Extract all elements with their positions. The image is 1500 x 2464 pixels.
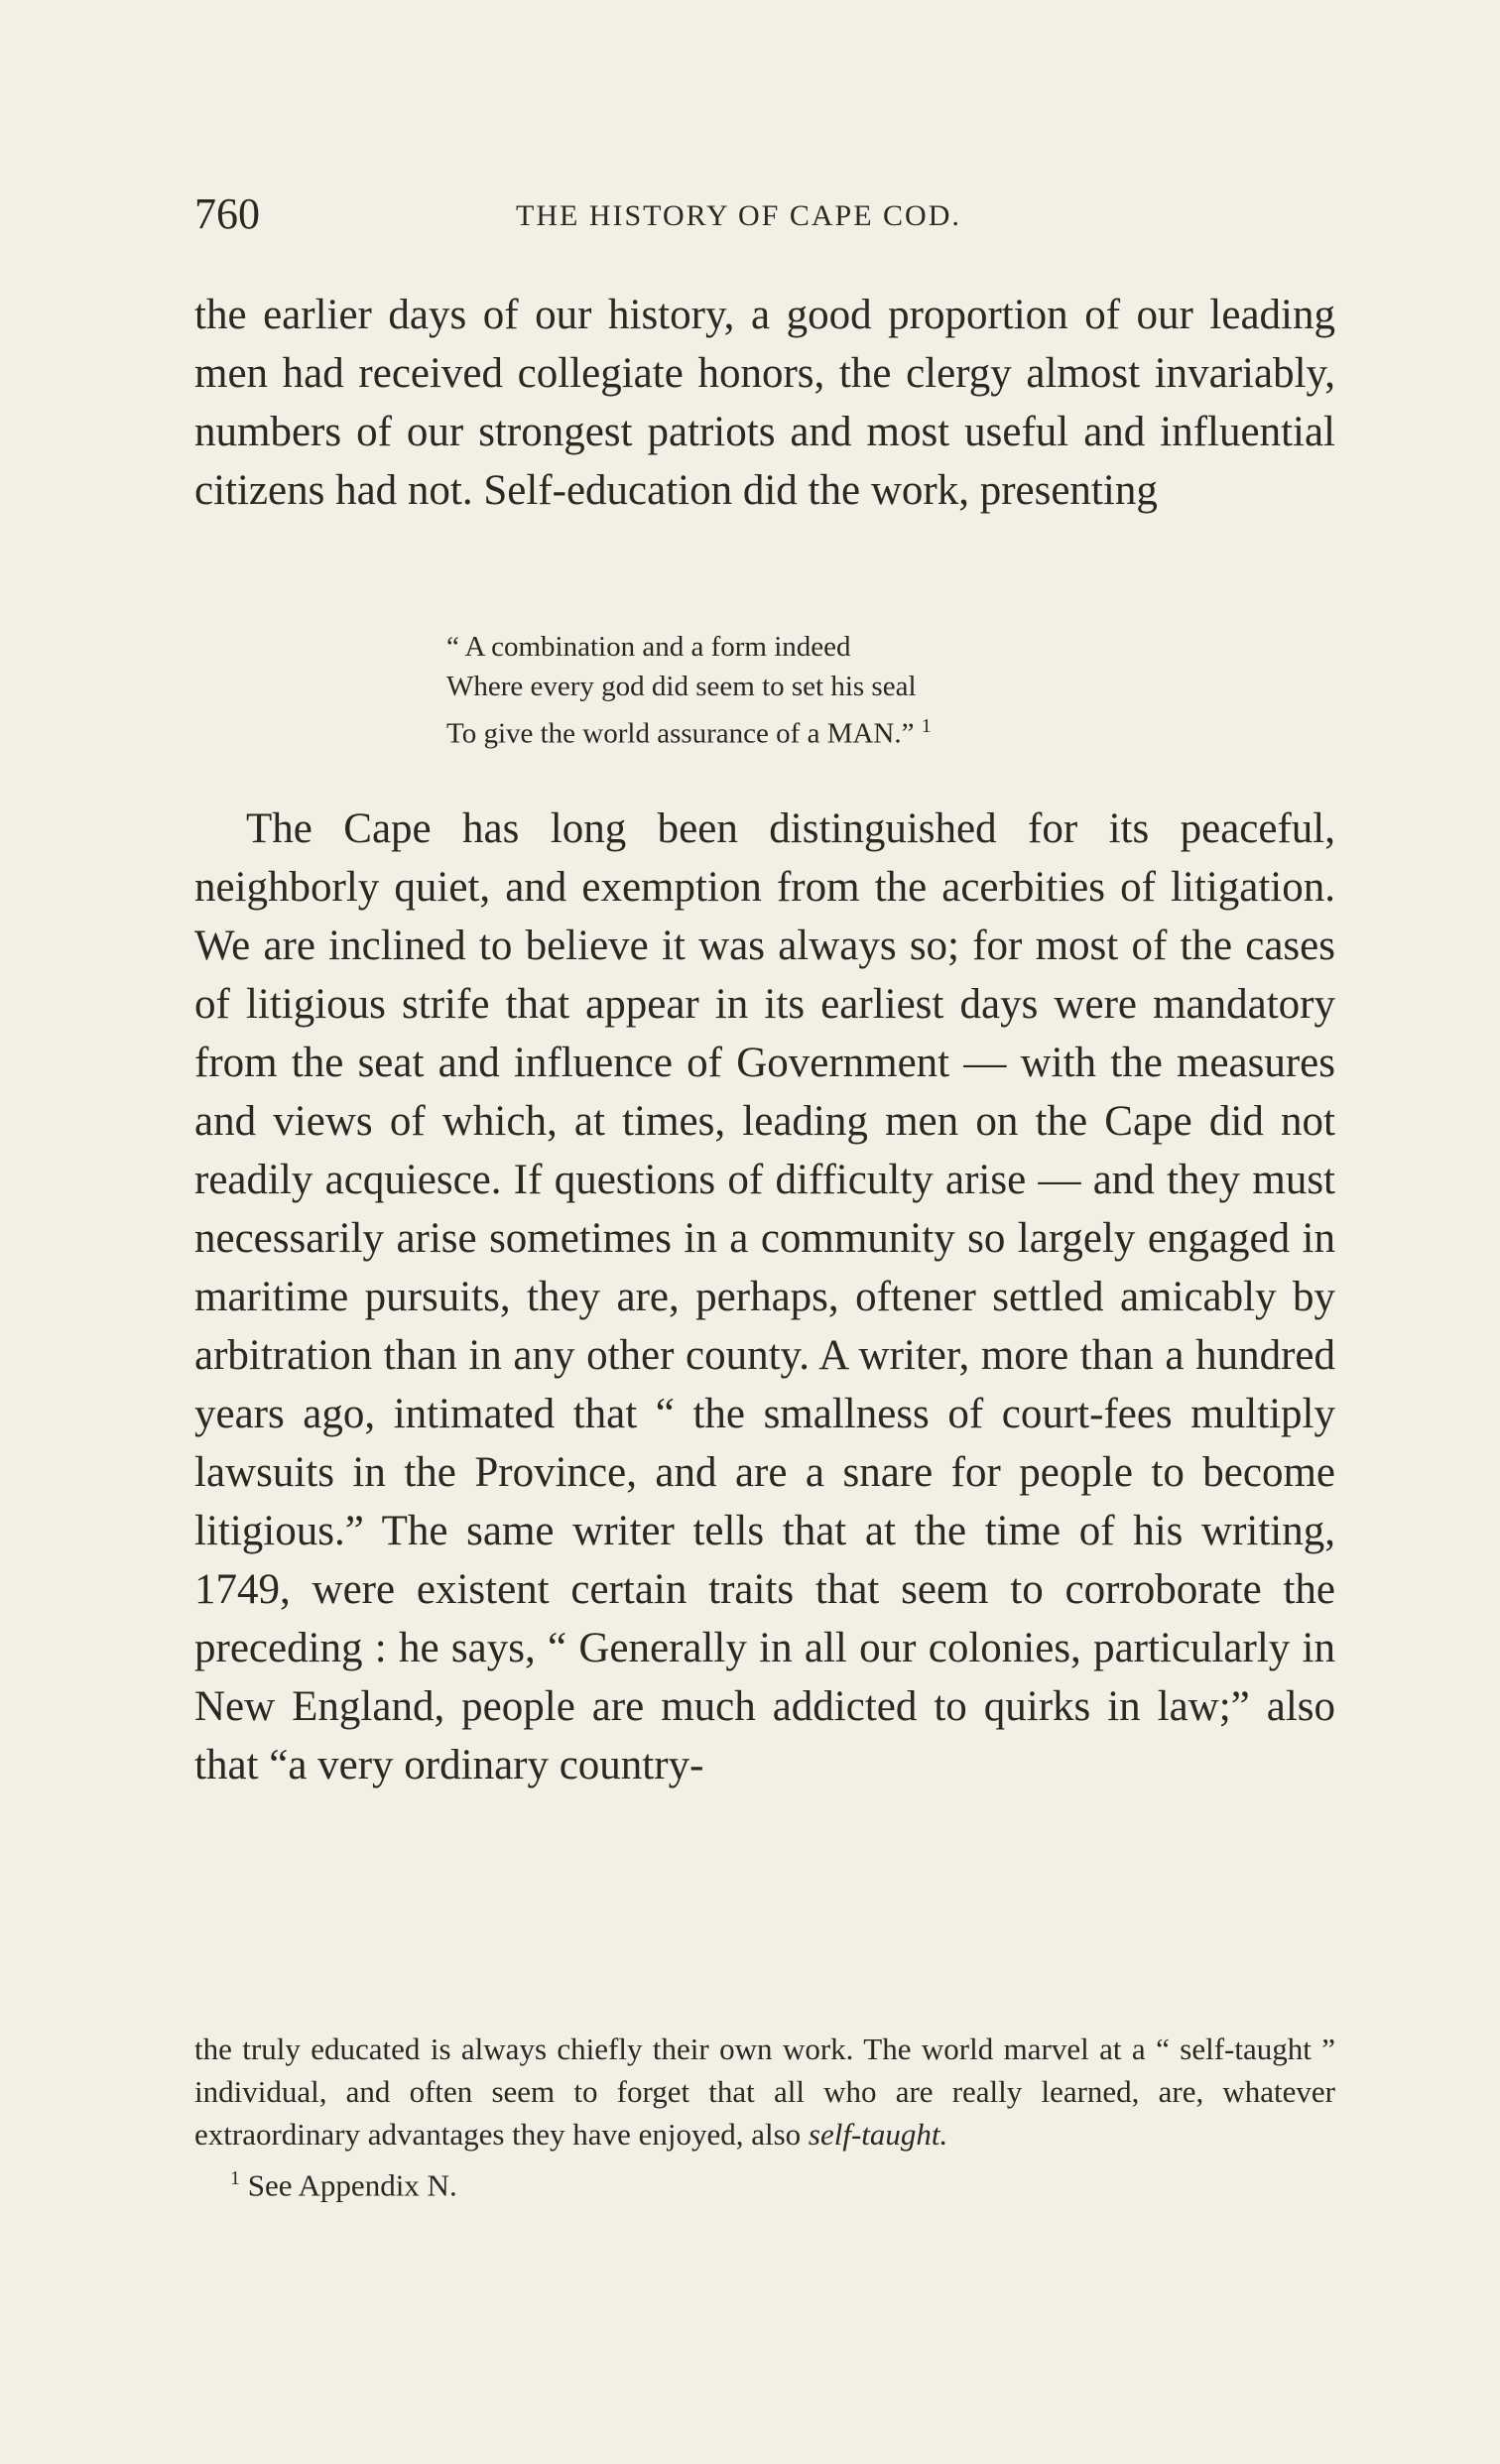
footnote-italic-text: self-taught. <box>808 2117 948 2152</box>
paragraph-text: the earlier days of our history, a good proportion of our leading men had received collegiate honors, the clergy almost invariably, numbers of our strongest patriots and most useful and influential citizens had not. Self-education did the work, presenting <box>194 292 1335 514</box>
footnote-1 <box>194 2157 1335 2206</box>
body-paragraph-2 <box>194 800 1335 1794</box>
verse-quotation <box>446 627 1220 754</box>
footnote-number: 1 <box>230 2167 240 2189</box>
running-head <box>0 185 1500 244</box>
paragraph-text: The Cape has long been distinguished for its peaceful, neighborly quiet, and exemption from the acerbities of litigation. We are inclined to believe it was always so; for most of the cases of litigious strife that appear in its earliest days were mandatory from the seat and influence of Government — with the measures and views of which, at times, leading men on the Cape did not readily acquiesce. If questions of difficulty arise — and they must necessarily arise sometimes in a community so largely engaged in maritime pursuits, they are, perhaps, oftener settled amicably by arbitration than in any other county. A writer, more than a hundred years ago, intimated that “ the smallness of court-fees multiply lawsuits in the Province, and are a snare for people to become litigious.” The same writer tells that at the time of his writing, 1749, were existent certain traits that seem to corroborate the preceding : he says, “ Generally in all our colonies, particularly in New England, people are much addicted to quirks in law;” also that “a very ordinary country- <box>194 805 1335 1788</box>
page-number: 760 <box>194 189 260 238</box>
verse-line-1: “ A combination and a form indeed <box>446 631 851 663</box>
footnote-text: See Appendix N. <box>247 2167 457 2203</box>
running-title: THE HISTORY OF CAPE COD. <box>516 199 961 232</box>
footnote-marker: 1 <box>921 715 932 737</box>
verse-line-3-text: To give the world assurance of a MAN.” <box>446 717 915 750</box>
verse-line-2: Where every god did seem to set his seal <box>446 671 917 702</box>
footnote-continuation-text: the truly educated is always chiefly their own work. The world marvel at a “ self-taught ” individual, and often seem to forget that all who are really learned, are, whatever extraordinary advantages they have enjoyed, also <box>194 2032 1335 2152</box>
verse-line-3 <box>446 706 1220 754</box>
body-paragraph-1 <box>194 286 1335 520</box>
footnote-continuation <box>194 2028 1335 2156</box>
footnotes <box>194 2028 1335 2206</box>
